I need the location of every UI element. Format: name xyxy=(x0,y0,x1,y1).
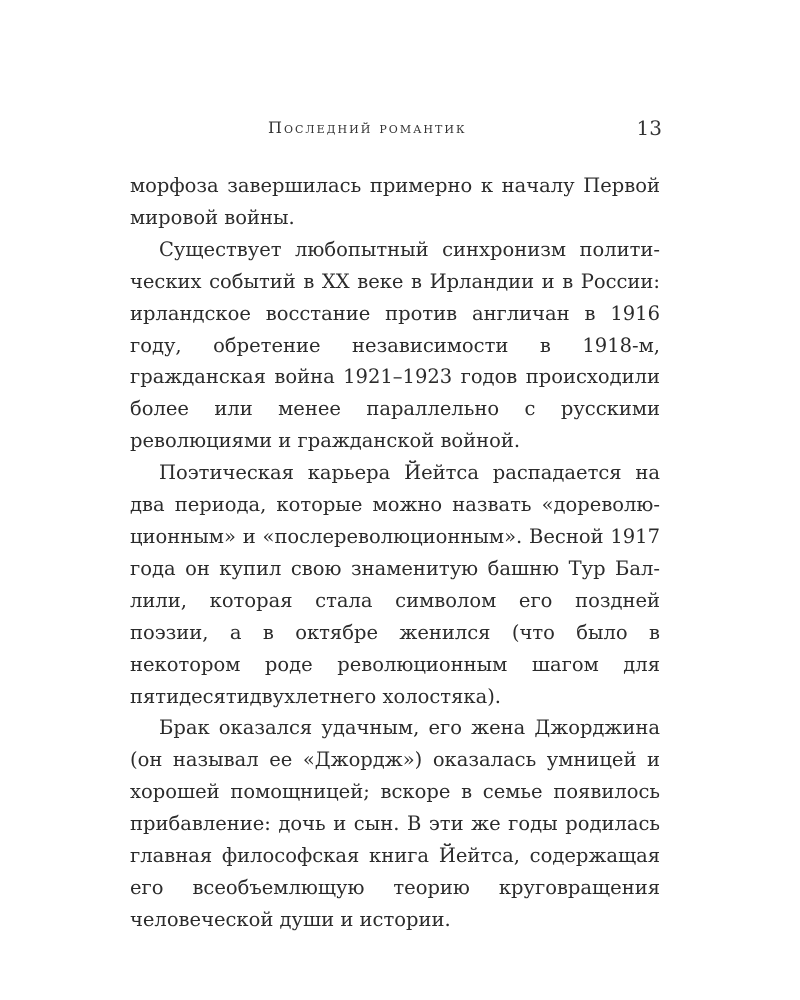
running-header xyxy=(130,116,662,144)
paragraph-continuation: морфоза завершилась примерно к началу Первой мировой войны. xyxy=(130,174,660,229)
body-text xyxy=(130,170,660,936)
paragraph-synchronism: Существует любопытный синхронизм политических событий в XX веке в Ирландии и в России: ирландское восстание против англичан в 1916 году, обретение независимости в 1918-м, гражданская война 1921–1923 годов происходили более или менее параллельно с русскими революциями и гражданской войной. xyxy=(130,237,660,453)
running-title: Последний романтик xyxy=(268,118,467,137)
paragraph-career: Поэтическая карьера Йейтса распадается на два периода, которые можно назвать «дореволюционным» и «послереволюционным». Весной 1917 года он купил свою знаменитую башню Тур Баллили, которая стала символом его поздней поэзии, а в октябре женился (что было в некотором роде революционным шагом для пятидесятидвухлетнего холостяка). xyxy=(130,461,660,708)
page-number: 13 xyxy=(636,116,662,140)
paragraph-marriage: Брак оказался удачным, его жена Джорджина (он называл ее «Джордж») оказалась умницей и хорошей помощницей; вскоре в семье появилось прибавление: дочь и сын. В эти же годы родилась главная философская книга Йейтса, содержащая его всеобъемлющую теорию круговращения человеческой души и истории. xyxy=(130,716,660,931)
